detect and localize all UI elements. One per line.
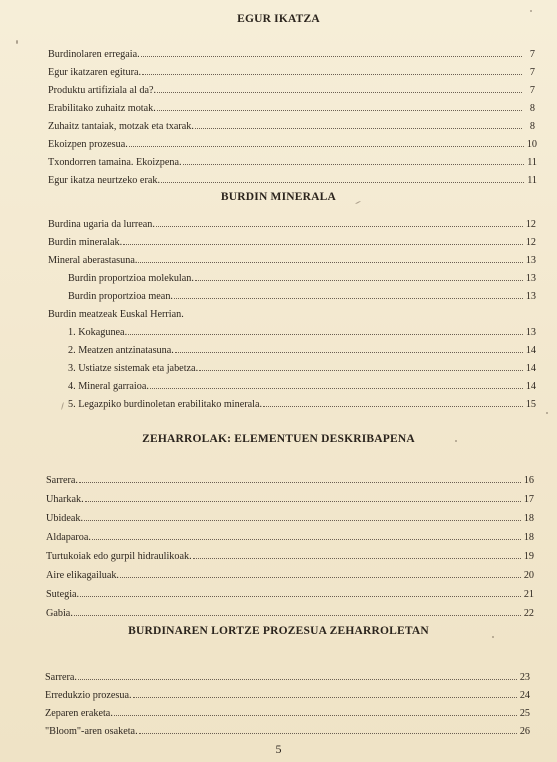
toc-entry-title: 1. Kokagunea.: [68, 327, 128, 338]
paper-speck: [455, 440, 457, 442]
dot-leader: [74, 615, 521, 616]
dot-leader: [114, 715, 517, 716]
toc-entry[interactable]: [45, 725, 530, 739]
toc-entry-title: Sarrera.: [46, 475, 78, 486]
toc-entry[interactable]: [48, 84, 535, 98]
toc-entry-title: Ubideak.: [46, 513, 84, 524]
toc-entry-page: 23: [519, 672, 530, 683]
toc-entry-page: 22: [523, 608, 534, 619]
toc-entry-page: 25: [519, 708, 530, 719]
toc-entry[interactable]: [48, 174, 537, 188]
toc-entry[interactable]: [46, 607, 534, 621]
toc-entry-title: Mineral aberastasuna.: [48, 255, 138, 266]
toc-entry-page: 18: [523, 513, 534, 524]
toc-entry[interactable]: [68, 272, 536, 286]
dot-leader: [79, 482, 521, 483]
toc-entry[interactable]: [46, 569, 534, 583]
toc-entry-page: 13: [525, 255, 536, 266]
toc-entry-page: 14: [525, 381, 536, 392]
paper-speck: [530, 10, 532, 12]
toc-entry[interactable]: [46, 550, 534, 564]
paper-speck: [61, 402, 64, 410]
toc-entry-title: Burdin proportzioa molekulan.: [68, 273, 194, 284]
page-number: 5: [275, 742, 282, 756]
dot-leader: [157, 110, 522, 111]
dot-leader: [85, 501, 521, 502]
toc-entry[interactable]: [48, 48, 535, 62]
toc-entry[interactable]: [48, 218, 536, 232]
toc-entry[interactable]: [68, 344, 536, 358]
section-heading: ZEHARROLAK: ELEMENTUEN DESKRIBAPENA: [142, 433, 415, 445]
toc-entry-title: 5. Legazpiko burdinoletan erabilitako minerala.: [68, 399, 263, 410]
toc-entry-page: 10: [526, 139, 537, 150]
dot-leader: [150, 388, 523, 389]
toc-entry-title: Sutegia.: [46, 589, 80, 600]
toc-entry-title: Aldaparoa.: [46, 532, 91, 543]
toc-entry-title: Zuhaitz tantaiak, motzak eta txarak.: [48, 121, 194, 132]
toc-entry-page: 21: [523, 589, 534, 600]
toc-entry-title: Burdina ugaria da lurrean.: [48, 219, 155, 230]
toc-entry-page: 15: [525, 399, 536, 410]
toc-entry-title: Burdin meatzeak Euskal Herrian.: [48, 309, 184, 320]
toc-section-burdin-minerala: [0, 190, 557, 410]
toc-entry-page: 24: [519, 690, 530, 701]
toc-entry[interactable]: [48, 138, 537, 152]
dot-leader: [142, 74, 522, 75]
toc-entry-page: 26: [519, 726, 530, 737]
toc-entry[interactable]: [48, 254, 536, 268]
dot-leader: [157, 92, 522, 93]
dot-leader: [129, 146, 524, 147]
paper-speck: [546, 412, 548, 414]
toc-entry[interactable]: [48, 156, 537, 170]
dot-leader: [141, 56, 522, 57]
toc-entry[interactable]: [46, 512, 534, 526]
toc-entry[interactable]: [45, 671, 530, 685]
toc-entry-title: 3. Ustiatze sistemak eta jabetza.: [68, 363, 199, 374]
toc-entry-title: Burdin proportzioa mean.: [68, 291, 173, 302]
dot-leader: [193, 558, 521, 559]
dot-leader: [92, 539, 521, 540]
dot-leader: [138, 262, 523, 263]
dot-leader: [199, 370, 523, 371]
toc-entry-page: 7: [529, 85, 535, 96]
toc-entry-title: Txondorren tamaina. Ekoizpena.: [48, 157, 182, 168]
toc-entry-title: Gabia.: [46, 608, 73, 619]
toc-entry[interactable]: [48, 120, 535, 134]
dot-leader: [78, 679, 517, 680]
toc-entry-page: 13: [525, 291, 536, 302]
toc-entry-page: 7: [529, 49, 535, 60]
dot-leader: [161, 182, 524, 183]
toc-entry-title: 2. Meatzen antzinatasuna.: [68, 345, 174, 356]
toc-entry-title: Zeparen eraketa.: [45, 708, 113, 719]
toc-entry-page: 14: [525, 363, 536, 374]
dot-leader: [84, 520, 521, 521]
toc-entry[interactable]: [45, 689, 530, 703]
dot-leader: [263, 406, 523, 407]
toc-entry-page: 13: [525, 327, 536, 338]
toc-entry-title: Egur ikatza neurtzeko erak.: [48, 175, 161, 186]
toc-entry-title: Uharkak.: [46, 494, 84, 505]
toc-entry-title: Burdinolaren erregaia.: [48, 49, 140, 60]
toc-entry-page: 20: [523, 570, 534, 581]
section-heading: BURDINAREN LORTZE PROZESUA ZEHARROLETAN: [128, 625, 429, 637]
toc-entry-page: 13: [525, 273, 536, 284]
toc-entry-title: 4. Mineral garraioa.: [68, 381, 149, 392]
toc-entry[interactable]: [68, 362, 536, 376]
toc-entry-page: 12: [525, 219, 536, 230]
section-heading: BURDIN MINERALA: [220, 191, 337, 203]
toc-entry-title: Erredukzio prozesua.: [45, 690, 132, 701]
toc-entry-page: 8: [529, 103, 535, 114]
dot-leader: [156, 226, 523, 227]
toc-entry-page: 14: [525, 345, 536, 356]
toc-section-egur-ikatza: [0, 12, 557, 186]
dot-leader: [133, 697, 517, 698]
toc-section-burdinaren-lortze-prozesua: [0, 624, 557, 737]
dot-leader: [174, 298, 523, 299]
toc-entry-title: "Bloom"-aren osaketa.: [45, 726, 138, 737]
toc-entry-title: Sarrera.: [45, 672, 77, 683]
toc-entry-title: Erabilitako zuhaitz motak.: [48, 103, 156, 114]
toc-entry[interactable]: [68, 290, 536, 304]
dot-leader: [139, 733, 517, 734]
dot-leader: [128, 334, 523, 335]
toc-entry-page: 7: [529, 67, 535, 78]
toc-entry[interactable]: [68, 398, 536, 412]
toc-entry-page: 17: [523, 494, 534, 505]
toc-entry-page: 12: [525, 237, 536, 248]
toc-entry[interactable]: [48, 236, 536, 250]
toc-entry-title: Burdin mineralak.: [48, 237, 123, 248]
dot-leader: [80, 596, 521, 597]
toc-entry[interactable]: [48, 66, 535, 80]
toc-entry-page: 16: [523, 475, 534, 486]
toc-entry-page: 19: [523, 551, 534, 562]
toc-entry[interactable]: [68, 326, 536, 340]
toc-entry[interactable]: [46, 588, 534, 602]
toc-entry-title: Produktu artifiziala al da?.: [48, 85, 157, 96]
toc-entry[interactable]: [46, 474, 534, 488]
toc-entry-page: 8: [529, 121, 535, 132]
dot-leader: [195, 128, 522, 129]
toc-entry[interactable]: [48, 308, 536, 322]
toc-entry-page: 18: [523, 532, 534, 543]
toc-entry[interactable]: [46, 493, 534, 507]
toc-entry-page: 11: [527, 175, 537, 186]
toc-entry[interactable]: [45, 707, 530, 721]
dot-leader: [195, 280, 523, 281]
dot-leader: [183, 164, 524, 165]
toc-entry[interactable]: [48, 102, 535, 116]
toc-entry-page: 11: [527, 157, 537, 168]
toc-section-zeharrolak: [0, 432, 557, 619]
dot-leader: [123, 244, 523, 245]
toc-entry-title: Ekoizpen prozesua.: [48, 139, 128, 150]
toc-entry-title: Egur ikatzaren egitura.: [48, 67, 142, 78]
section-heading: EGUR IKATZA: [237, 13, 320, 25]
toc-entry-title: Turtukoiak edo gurpil hidraulikoak.: [46, 551, 192, 562]
paper-speck: [16, 40, 18, 44]
toc-entry[interactable]: [68, 380, 536, 394]
dot-leader: [120, 577, 521, 578]
toc-entry-title: Aire elikagailuak.: [46, 570, 119, 581]
dot-leader: [175, 352, 523, 353]
toc-entry[interactable]: [46, 531, 534, 545]
paper-speck: [492, 636, 494, 638]
